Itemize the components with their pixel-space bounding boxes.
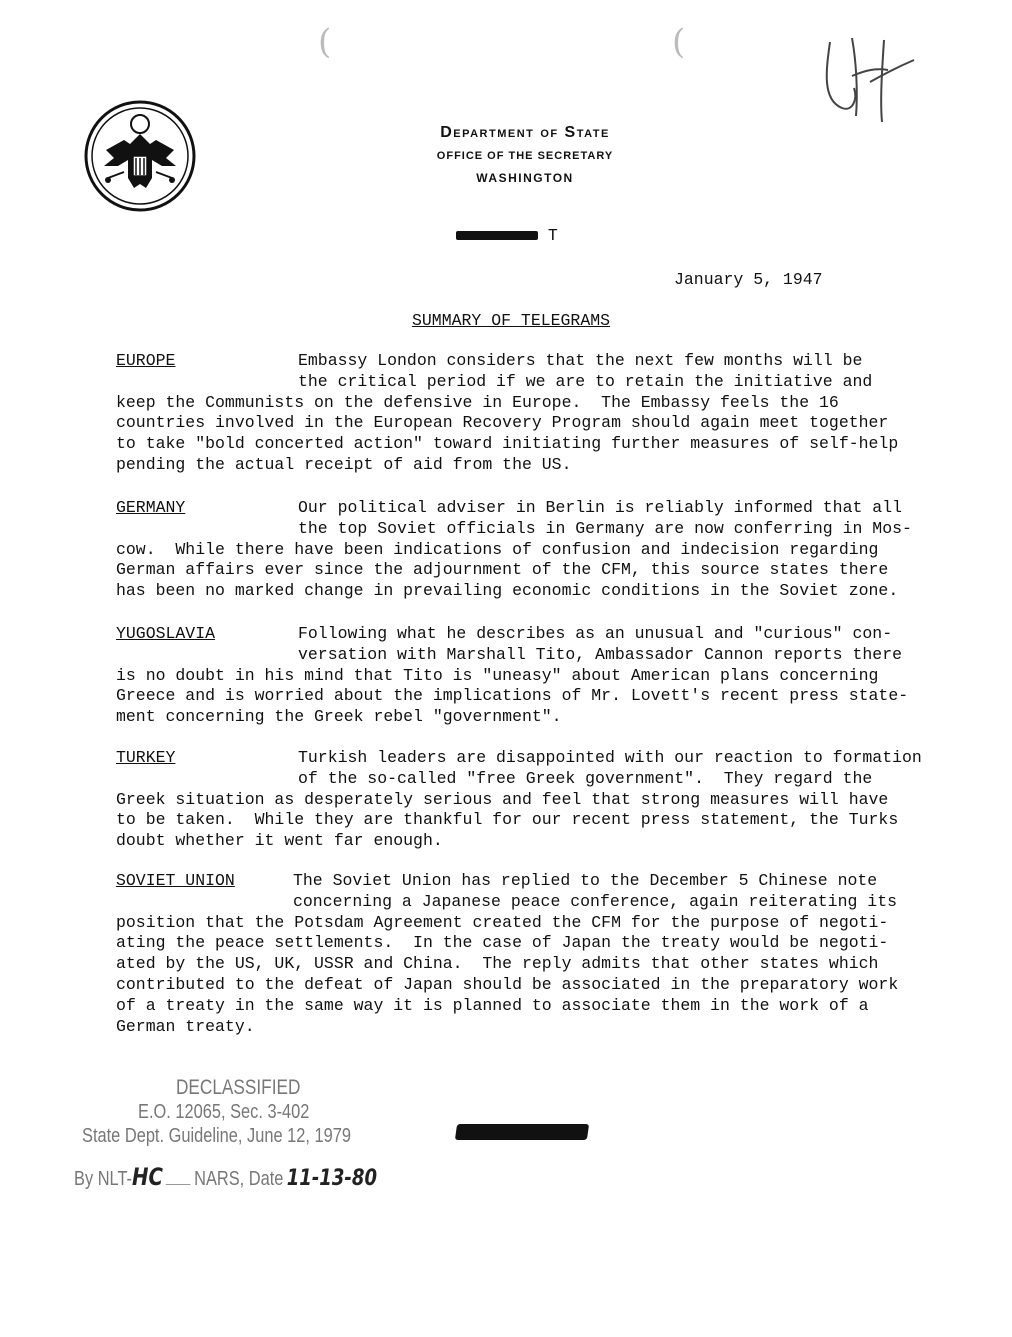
section-heading: GERMANY	[116, 498, 186, 517]
document-title: SUMMARY OF TELEGRAMS	[412, 311, 611, 330]
declassified-stamp-line1: DECLASSIFIED	[176, 1076, 301, 1099]
section-second-line: of the so-called "free Greek government". They regard the	[298, 768, 873, 788]
letterhead-office: OFFICE OF THE SECRETARY	[436, 150, 614, 162]
declassified-nars-label: NARS, Date	[194, 1168, 284, 1190]
section-first-line: Turkish leaders are disappointed with our reaction to formation	[298, 748, 922, 767]
handwritten-initials-icon	[812, 30, 922, 130]
classification-bottom-redaction	[455, 1124, 589, 1140]
section-first-line: Embassy London considers that the next few months will be	[298, 351, 863, 370]
section-body: is no doubt in his mind that Tito is "uneasy" about American plans concerning Greece and is worried about the implications of Mr. Lovett's recent press state- ment concerning the Greek rebel "government".	[116, 665, 909, 727]
section-first-line: The Soviet Union has replied to the December 5 Chinese note	[293, 871, 878, 890]
document-date: January 5, 1947	[674, 270, 823, 289]
declassified-by-initials: HC	[132, 1163, 163, 1191]
signature-underline	[166, 1184, 191, 1185]
section-second-line: the top Soviet officials in Germany are now conferring in Mos-	[298, 518, 912, 538]
redaction-bar	[456, 231, 538, 240]
declassified-stamp-line4	[74, 1163, 377, 1191]
section-heading: TURKEY	[116, 748, 176, 767]
section-heading: YUGOSLAVIA	[116, 624, 216, 643]
section-body: cow. While there have been indications of confusion and indecision regarding German affairs ever since the adjournment of the CFM, this source states there has been no marked change in prevailing economic conditions in the Soviet zone.	[116, 539, 899, 601]
declassified-stamp-line3: State Dept. Guideline, June 12, 1979	[82, 1125, 351, 1147]
section-body: position that the Potsdam Agreement created the CFM for the purpose of negoti- ating the peace settlements. In the case of Japan the treaty would be negoti- ated by the US, UK, USSR and China. The reply admits that other states which contributed to the defeat of Japan should be associated in the preparatory work of a treaty in the same way it is planned to associate them in the work of a German treaty.	[116, 912, 899, 1036]
corner-mark-left: (	[318, 22, 332, 62]
classification-visible-letter: T	[547, 226, 558, 245]
classification-top	[456, 226, 558, 247]
letterhead-city: WASHINGTON	[476, 171, 574, 185]
section-second-line: concerning a Japanese peace conference, again reiterating its	[293, 891, 897, 911]
letterhead	[360, 124, 690, 185]
declassified-date: 11-13-80	[286, 1166, 378, 1191]
section-heading: SOVIET UNION	[116, 871, 235, 890]
section-second-line: versation with Marshall Tito, Ambassador Cannon reports there	[298, 644, 902, 664]
department-seal-icon	[84, 100, 196, 212]
section-second-line: the critical period if we are to retain the initiative and	[298, 371, 873, 391]
section-body: Greek situation as desperately serious and feel that strong measures will have to be taken. While they are thankful for our recent press statement, the Turks doubt whether it went far enough.	[116, 789, 899, 851]
section-heading: EUROPE	[116, 351, 176, 370]
letterhead-department: Department of State	[440, 124, 610, 141]
declassified-by-prefix: By NLT-	[74, 1168, 133, 1190]
section-body: keep the Communists on the defensive in Europe. The Embassy feels the 16 countries involved in the European Recovery Program should again meet together to take "bold concerted action" toward initiating further measures of self-help pending the actual receipt of aid from the US.	[116, 392, 899, 474]
declassified-stamp-line2: E.O. 12065, Sec. 3-402	[138, 1101, 310, 1123]
section-first-line: Following what he describes as an unusual and "curious" con-	[298, 624, 893, 643]
section-first-line: Our political adviser in Berlin is reliably informed that all	[298, 498, 902, 517]
corner-mark-right: (	[672, 22, 686, 62]
